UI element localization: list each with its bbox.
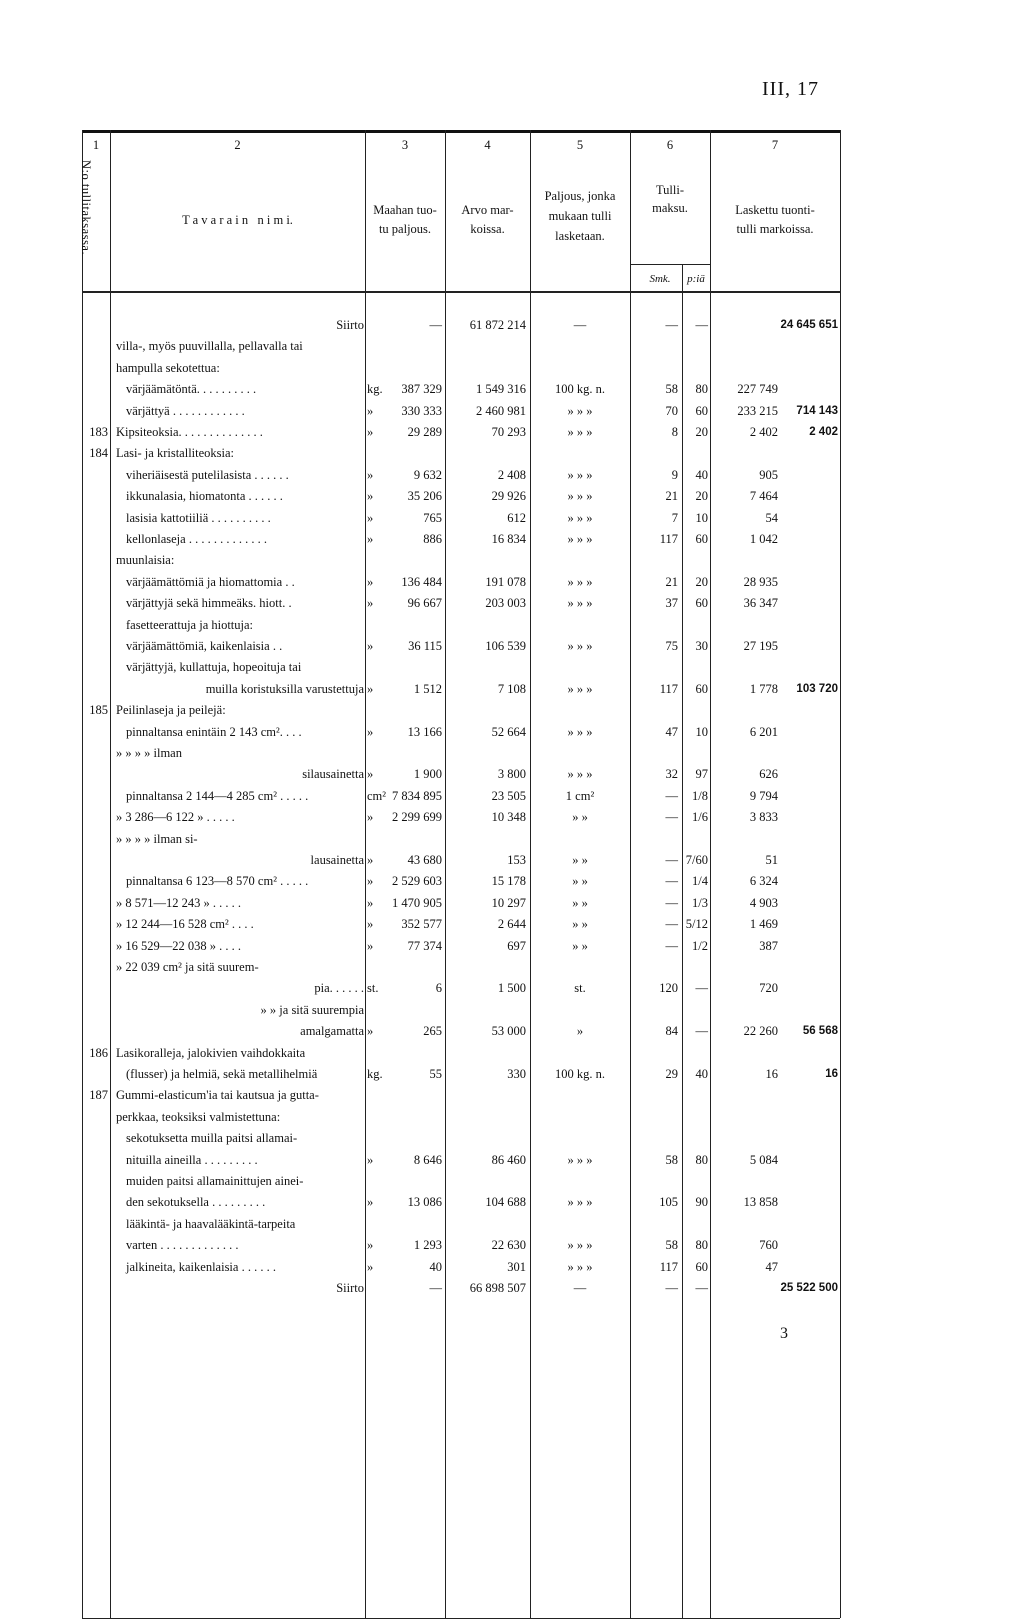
cell-quantity: 29 289 (407, 425, 442, 439)
cell-basis: 1 cm² (565, 788, 595, 803)
col-number-4: 4 (484, 138, 491, 152)
col-header-value-1: Arvo mar- (461, 203, 514, 217)
cell-duty-markka: 47 (665, 724, 678, 739)
cell-duty-penni: 40 (695, 1067, 708, 1081)
cell-basis: » » » (567, 1195, 593, 1210)
cell-basis: » » » (567, 1152, 593, 1167)
cell-quantity: 13 086 (407, 1195, 442, 1210)
cell-duty-penni: — (695, 1281, 708, 1295)
cell-unit: cm² (367, 788, 387, 803)
cell-unit: » (367, 403, 374, 418)
cell-value: 153 (507, 853, 526, 867)
cell-value: 612 (507, 510, 526, 525)
cell-duty-markka: — (665, 874, 678, 889)
col-header-quantity-1: Maahan tuo- (373, 203, 437, 217)
cell-value: 1 549 316 (476, 382, 526, 397)
cell-duty-markka: — (665, 853, 678, 867)
cell-goods-name: » » ja sitä suurempia (260, 1002, 364, 1017)
column-rule (710, 130, 711, 1618)
cell-basis: » » (572, 895, 588, 910)
cell-value: 22 630 (491, 1238, 526, 1253)
cell-duty-markka: 120 (659, 981, 678, 996)
cell-duty-penni: 20 (695, 489, 708, 504)
cell-duty-markka: 117 (659, 532, 678, 546)
cell-unit: » (367, 810, 374, 825)
cell-unit: » (367, 1259, 374, 1274)
cell-basis: » » (572, 917, 588, 932)
cell-quantity: 35 206 (407, 489, 442, 504)
cell-group-total: 25 522 500 (780, 1282, 838, 1294)
cell-value: 191 078 (485, 574, 526, 589)
cell-basis: 100 kg. n. (555, 1067, 605, 1081)
cell-goods-name: värjäämättömiä, kaikenlaisia . . (126, 639, 283, 653)
cell-unit: » (367, 681, 374, 696)
cell-quantity: 36 115 (408, 639, 442, 653)
cell-goods-name: Gummi-elasticum'ia tai kautsua ja gutta- (116, 1088, 319, 1103)
cell-basis: » » » (567, 467, 593, 482)
cell-goods-name: muiden paitsi allamainittujen ainei- (126, 1174, 304, 1188)
cell-quantity: 265 (423, 1024, 442, 1039)
cell-duty-penni: — (695, 1024, 708, 1039)
cell-value: 2 408 (497, 467, 526, 482)
cell-quantity: 7 834 895 (392, 788, 442, 803)
cell-quantity: 77 374 (407, 938, 442, 953)
col-header-computed-duty-2: tulli markoissa. (736, 222, 814, 236)
cell-goods-name: amalgamatta (300, 1024, 364, 1039)
cell-quantity: 1 293 (413, 1238, 442, 1253)
cell-unit: kg. (367, 1067, 383, 1081)
cell-goods-name: pinnaltansa 6 123—8 570 cm² . . . . . (126, 874, 309, 889)
cell-computed-duty: 16 (765, 1067, 778, 1081)
cell-unit: » (367, 1195, 374, 1210)
cell-goods-name: värjäämätöntä. . . . . . . . . . (126, 382, 257, 397)
cell-computed-duty: 1 778 (749, 681, 778, 696)
cell-unit: kg. (367, 382, 383, 397)
cell-unit: » (367, 1024, 374, 1039)
col-header-duty-rate-1: Tulli- (655, 183, 685, 197)
cell-goods-name: nituilla aineilla . . . . . . . . . (126, 1152, 258, 1167)
cell-value: 203 003 (485, 596, 526, 611)
tulli-sub-rule (630, 264, 710, 265)
cell-duty-markka: 32 (665, 767, 678, 782)
cell-computed-duty: 36 347 (743, 596, 778, 611)
cell-computed-duty: 9 794 (749, 788, 778, 803)
cell-goods-name: villa-, myös puuvillalla, pellavalla tai (116, 339, 303, 354)
cell-computed-duty: 54 (765, 510, 778, 525)
cell-duty-markka: 21 (665, 489, 678, 504)
cell-goods-name: » » » » ilman si- (116, 831, 198, 846)
cell-basis: — (573, 318, 587, 332)
cell-unit: » (367, 767, 374, 782)
cell-value: 10 297 (491, 895, 526, 910)
cell-duty-penni: 5/12 (685, 917, 708, 932)
cell-duty-markka: 37 (665, 596, 678, 611)
cell-basis: » » (572, 938, 588, 953)
column-rule (630, 130, 631, 1618)
cell-value: 61 872 214 (469, 318, 526, 332)
cell-basis: » » » (567, 767, 593, 782)
cell-duty-markka: 70 (665, 403, 678, 418)
cell-quantity: 1 470 905 (392, 895, 442, 910)
cell-duty-penni: 1/2 (692, 938, 708, 953)
cell-goods-name: sekotuksetta muilla paitsi allamai- (126, 1131, 298, 1146)
cell-duty-penni: 10 (695, 724, 708, 739)
cell-unit: » (367, 917, 374, 932)
cell-quantity: 40 (429, 1259, 442, 1274)
cell-quantity: 1 512 (413, 681, 442, 696)
cell-unit: » (367, 724, 374, 739)
col-header-basis-2: mukaan tulli (548, 209, 612, 223)
cell-goods-name: hampulla sekotettua: (116, 360, 220, 375)
cell-goods-name: » » » » ilman (116, 746, 182, 760)
cell-goods-name: Kipsiteoksia. . . . . . . . . . . . . . (116, 425, 263, 439)
cell-duty-penni: 20 (695, 574, 708, 589)
cell-goods-name: » 22 039 cm² ja sitä suurem- (116, 960, 259, 974)
cell-goods-name: värjäämättömiä ja hiomattomia . . (126, 574, 295, 589)
cell-goods-name: » 12 244—16 528 cm² . . . . (116, 917, 254, 932)
cell-goods-name: värjättyjä, kullattuja, hopeoituja tai (126, 660, 302, 675)
cell-unit: st. (367, 981, 379, 996)
cell-computed-duty: 905 (759, 467, 778, 482)
cell-unit: » (367, 639, 374, 653)
cell-goods-name: (flusser) ja helmiä, sekä metallihelmiä (126, 1067, 318, 1081)
page-number: III, 17 (762, 78, 819, 100)
cell-computed-duty: 1 469 (749, 917, 778, 932)
cell-quantity: 352 577 (401, 917, 442, 932)
cell-unit: » (367, 895, 374, 910)
column-rule (110, 130, 111, 1618)
cell-basis: » » » (567, 639, 593, 653)
cell-value: 66 898 507 (469, 1281, 526, 1295)
cell-quantity: 330 333 (401, 403, 442, 418)
cell-duty-markka: — (665, 917, 678, 932)
cell-duty-markka: — (665, 318, 678, 332)
cell-value: 2 460 981 (476, 403, 526, 418)
cell-goods-name: pinnaltansa enintäin 2 143 cm². . . . (126, 724, 302, 739)
cell-unit: » (367, 574, 374, 589)
col-number-5: 5 (576, 138, 584, 152)
header-top-rule (82, 130, 840, 133)
cell-basis: — (573, 1281, 587, 1295)
header-bottom-rule (82, 291, 840, 293)
cell-goods-name: ikkunalasia, hiomatonta . . . . . . (126, 489, 283, 504)
cell-duty-penni: 10 (695, 510, 708, 525)
cell-duty-markka: — (665, 810, 678, 825)
cell-goods-name: jalkineita, kaikenlaisia . . . . . . (126, 1259, 276, 1274)
cell-quantity: 387 329 (401, 382, 442, 397)
cell-computed-duty: 626 (759, 767, 778, 782)
cell-basis: » » » (567, 425, 593, 439)
cell-duty-penni: — (695, 981, 708, 996)
cell-quantity: 8 646 (413, 1152, 442, 1167)
cell-computed-duty: 5 084 (749, 1152, 778, 1167)
cell-duty-penni: 40 (695, 467, 708, 482)
cell-duty-markka: — (665, 1281, 678, 1295)
cell-value: 2 644 (497, 917, 526, 932)
col-header-penni: p:iä (687, 273, 705, 285)
cell-duty-markka: — (665, 938, 678, 953)
cell-value: 23 505 (491, 788, 526, 803)
cell-tariff-no: 187 (89, 1088, 108, 1103)
cell-group-total: 56 568 (802, 1025, 838, 1038)
cell-goods-name: » 3 286—6 122 » . . . . . (116, 810, 235, 825)
cell-basis: » » » (567, 724, 593, 739)
cell-computed-duty: 6 201 (749, 724, 778, 739)
col-header-goods-name: T a v a r a i n n i m i. (182, 213, 293, 227)
cell-quantity: 55 (429, 1067, 442, 1081)
cell-goods-name: den sekotuksella . . . . . . . . . (126, 1195, 266, 1210)
cell-computed-duty: 22 260 (743, 1024, 778, 1039)
cell-quantity: 136 484 (401, 574, 442, 589)
cell-goods-name: Lasi- ja kristalliteoksia: (116, 446, 235, 461)
cell-unit: » (367, 1238, 374, 1253)
cell-basis: » » » (567, 532, 593, 546)
cell-goods-name: pinnaltansa 2 144—4 285 cm² . . . . . (126, 788, 309, 803)
cell-tariff-no: 184 (89, 446, 108, 461)
cell-goods-name: lausainetta (310, 853, 364, 867)
cell-computed-duty: 1 042 (749, 532, 778, 546)
cell-group-total: 2 402 (809, 426, 838, 438)
cell-basis: » » » (567, 489, 593, 504)
col-number-6: 6 (666, 138, 674, 152)
col-number-2: 2 (234, 138, 241, 152)
cell-value: 16 834 (491, 532, 526, 546)
cell-goods-name: Siirto (336, 1281, 364, 1295)
cell-basis: » » (572, 874, 588, 889)
cell-quantity: 13 166 (407, 724, 442, 739)
cell-value: 15 178 (491, 874, 526, 889)
cell-tariff-no: 185 (89, 703, 108, 718)
cell-duty-markka: 75 (665, 639, 678, 653)
cell-tariff-no: 183 (89, 425, 108, 439)
cell-duty-penni: 20 (695, 425, 708, 439)
cell-goods-name: pia. . . . . . (314, 981, 364, 996)
cell-quantity: 765 (423, 510, 442, 525)
cell-basis: » » » (567, 1238, 593, 1253)
cell-duty-markka: 29 (665, 1067, 678, 1081)
col-number-3: 3 (401, 138, 409, 152)
cell-computed-duty: 47 (765, 1259, 778, 1274)
cell-computed-duty: 387 (759, 938, 778, 953)
cell-goods-name: värjättyjä sekä himmeäks. hiott. . (126, 596, 292, 611)
cell-goods-name: fasetteerattuja ja hiottuja: (126, 617, 254, 632)
cell-duty-penni: 60 (695, 532, 708, 546)
cell-duty-penni: 1/3 (692, 895, 708, 910)
cell-unit: » (367, 938, 374, 953)
cell-value: 10 348 (491, 810, 526, 825)
column-rule (530, 130, 531, 1618)
cell-basis: » » » (567, 596, 593, 611)
cell-value: 7 108 (497, 681, 526, 696)
cell-goods-name: » 16 529—22 038 » . . . . (116, 938, 241, 953)
cell-computed-duty: 3 833 (749, 810, 778, 825)
cell-unit: » (367, 1152, 374, 1167)
cell-computed-duty: 227 749 (737, 382, 778, 397)
cell-group-total: 714 143 (796, 404, 838, 417)
column-rule (840, 130, 841, 1618)
col-header-quantity-2: tu paljous. (378, 222, 432, 236)
cell-duty-markka: — (665, 895, 678, 910)
col-header-value-2: koissa. (470, 222, 505, 236)
cell-unit: » (367, 510, 374, 525)
cell-duty-markka: — (665, 788, 678, 803)
cell-goods-name: » 8 571—12 243 » . . . . . (116, 895, 241, 910)
cell-basis: » (576, 1024, 584, 1039)
cell-duty-markka: 58 (665, 1238, 678, 1253)
cell-unit: » (367, 489, 374, 504)
cell-quantity: 96 667 (407, 596, 442, 611)
cell-unit: » (367, 874, 374, 889)
cell-duty-penni: 60 (695, 403, 708, 418)
cell-goods-name: perkkaa, teoksiksi valmistettuna: (116, 1109, 281, 1124)
col-header-tariff-no: N:o tullitaksassa. (79, 160, 93, 256)
cell-value: 3 800 (497, 767, 526, 782)
sheet-number: 3 (780, 1325, 788, 1342)
cell-duty-markka: 105 (659, 1195, 678, 1210)
cell-goods-name: varten . . . . . . . . . . . . . (126, 1238, 239, 1253)
cell-value: 697 (507, 938, 526, 953)
cell-goods-name: värjättyä . . . . . . . . . . . . (126, 403, 245, 418)
cell-duty-markka: 21 (665, 574, 678, 589)
cell-duty-markka: 117 (659, 1259, 678, 1274)
cell-quantity: 9 632 (413, 467, 442, 482)
cell-value: 330 (507, 1067, 526, 1081)
cell-quantity: 1 900 (413, 767, 442, 782)
cell-unit: » (367, 853, 374, 867)
cell-goods-name: silausainetta (302, 767, 364, 782)
cell-goods-name: Siirto (336, 318, 364, 332)
cell-duty-penni: 30 (695, 639, 708, 653)
cell-value: 70 293 (491, 425, 526, 439)
col-header-computed-duty-1: Laskettu tuonti- (735, 203, 815, 217)
cell-computed-duty: 4 903 (749, 895, 778, 910)
col-number-7: 7 (771, 138, 779, 152)
cell-goods-name: lasisia kattotiiliä . . . . . . . . . . (126, 510, 271, 525)
cell-basis: st. (574, 981, 586, 996)
cell-computed-duty: 720 (759, 981, 778, 996)
cell-duty-penni: 80 (695, 382, 708, 397)
cell-duty-penni: 97 (695, 767, 708, 782)
cell-duty-markka: 58 (665, 1152, 678, 1167)
cell-basis: » » » (567, 403, 593, 418)
cell-quantity: 886 (423, 532, 442, 546)
cell-value: 52 664 (491, 724, 526, 739)
cell-basis: 100 kg. n. (555, 382, 605, 397)
cell-duty-penni: 80 (695, 1152, 708, 1167)
cell-computed-duty: 28 935 (743, 574, 778, 589)
col-number-1: 1 (92, 138, 100, 152)
cell-basis: » » » (567, 574, 593, 589)
cell-unit: » (367, 596, 374, 611)
cell-duty-markka: 84 (665, 1024, 678, 1039)
cell-basis: » » » (567, 510, 593, 525)
cell-duty-markka: 8 (671, 425, 678, 439)
cell-duty-penni: 60 (695, 596, 708, 611)
cell-duty-penni: 80 (695, 1238, 708, 1253)
cell-goods-name: Peilinlaseja ja peilejä: (116, 703, 226, 718)
cell-duty-markka: 9 (671, 467, 678, 482)
cell-goods-name: kellonlaseja . . . . . . . . . . . . . (126, 532, 267, 546)
cell-duty-penni: 60 (695, 681, 708, 696)
cell-quantity: — (429, 318, 442, 332)
col-header-basis-1: Paljous, jonka (544, 189, 616, 203)
cell-group-total: 16 (825, 1068, 838, 1080)
cell-value: 106 539 (485, 639, 526, 653)
cell-value: 86 460 (491, 1152, 526, 1167)
column-rule (82, 130, 83, 1618)
cell-goods-name: muilla koristuksilla varustettuja (205, 681, 364, 696)
cell-value: 29 926 (491, 489, 526, 504)
cell-value: 1 500 (497, 981, 526, 996)
cell-goods-name: muunlaisia: (116, 553, 175, 568)
cell-basis: » » (572, 853, 588, 867)
cell-tariff-no: 186 (89, 1045, 108, 1060)
cell-group-total: 103 720 (796, 682, 838, 695)
cell-unit: » (367, 532, 374, 546)
cell-goods-name: lääkintä- ja haavalääkintä-tarpeita (126, 1216, 296, 1231)
cell-computed-duty: 233 215 (737, 403, 778, 418)
cell-goods-name: Lasikoralleja, jalokivien vaihdokkaita (116, 1045, 306, 1060)
cell-quantity: 2 529 603 (392, 874, 442, 889)
col-header-basis-3: lasketaan. (555, 229, 605, 243)
cell-quantity: 6 (435, 981, 442, 996)
cell-group-total: 24 645 651 (780, 319, 838, 331)
cell-quantity: 43 680 (407, 853, 442, 867)
cell-unit: » (367, 425, 374, 439)
cell-duty-penni: 1/4 (692, 874, 708, 889)
cell-computed-duty: 6 324 (749, 874, 778, 889)
cell-duty-penni: 1/6 (692, 810, 708, 825)
cell-computed-duty: 27 195 (743, 639, 778, 653)
cell-duty-penni: — (695, 318, 708, 332)
column-rule (365, 130, 366, 1618)
cell-duty-markka: 117 (659, 681, 678, 696)
cell-goods-name: viheriäisestä putelilasista . . . . . . (126, 467, 289, 482)
cell-duty-markka: 7 (671, 510, 678, 525)
cell-computed-duty: 760 (759, 1238, 778, 1253)
col-header-markka: Smk. (649, 273, 671, 285)
column-rule (682, 264, 683, 1618)
column-rule (445, 130, 446, 1618)
cell-duty-penni: 60 (695, 1259, 708, 1274)
cell-value: 53 000 (491, 1024, 526, 1039)
cell-duty-penni: 90 (695, 1195, 708, 1210)
cell-computed-duty: 7 464 (749, 489, 778, 504)
cell-value: 104 688 (485, 1195, 526, 1210)
cell-unit: » (367, 467, 374, 482)
cell-computed-duty: 51 (765, 853, 778, 867)
col-header-duty-rate-2: maksu. (652, 201, 688, 215)
cell-quantity: — (429, 1281, 442, 1295)
cell-duty-penni: 7/60 (685, 853, 708, 867)
cell-computed-duty: 13 858 (743, 1195, 778, 1210)
cell-duty-markka: 58 (665, 382, 678, 397)
cell-basis: » » » (567, 681, 593, 696)
cell-basis: » » (572, 810, 588, 825)
cell-duty-penni: 1/8 (692, 788, 708, 803)
cell-computed-duty: 2 402 (749, 425, 778, 439)
cell-basis: » » » (567, 1259, 593, 1274)
cell-value: 301 (507, 1259, 526, 1274)
cell-quantity: 2 299 699 (392, 810, 442, 825)
